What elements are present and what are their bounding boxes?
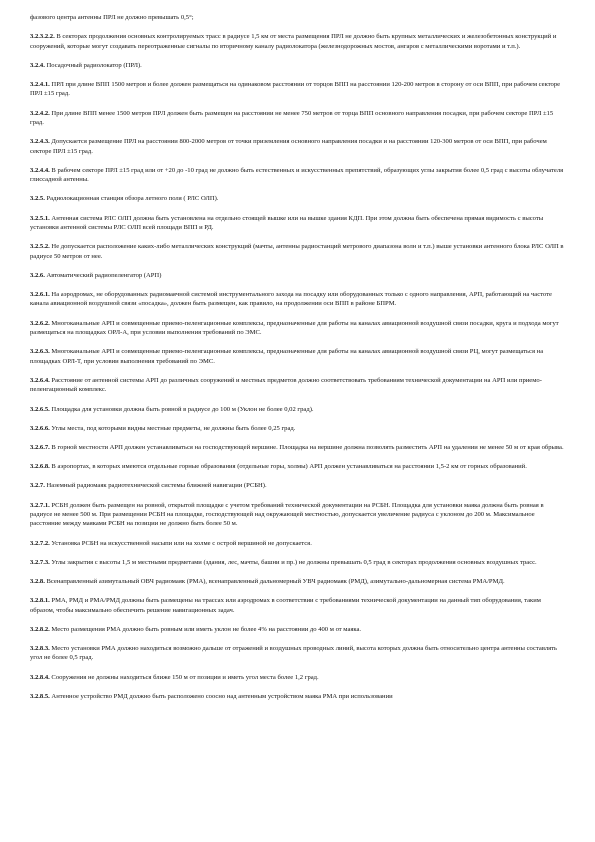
section-number: 3.2.6. <box>30 271 45 279</box>
paragraph-text: В аэропортах, в которых имеются отдельные горные образования (отдельные горы, холмы) АРП должен устанавливаться на расстоянии 1,5-2 км от горных образований. <box>49 463 527 471</box>
paragraph-text: фазового центра антенны ПРЛ не должно превышать 0,5°; <box>30 14 194 21</box>
section-number: 3.2.6.4. <box>30 376 50 384</box>
paragraph-text: ПРЛ при длине ВПП 1500 метров и более должен размещаться на одинаковом расстоянии от торцов ВПП на расстоянии 120-200 метров в сторону от оси ВПП, при рабочем секторе ПРЛ ±15 град. <box>30 81 561 98</box>
section-number: 3.2.8.1. <box>30 597 50 605</box>
section-number: 3.2.6.3. <box>30 348 50 356</box>
paragraph-text: Не допускается расположение каких-либо металлических конструкций (мачты, антенны радиостанций метрового диапазона волн и т.п.) выше установки антенного блока РЛС ОЛП в радиусе 50 метров от нее. <box>30 243 564 260</box>
section-number: 3.2.8.3. <box>30 644 50 652</box>
paragraph <box>30 539 565 548</box>
paragraph <box>30 137 565 156</box>
paragraph <box>30 376 565 395</box>
paragraph <box>30 319 565 338</box>
paragraph-text: Установка РСБН на искусственной насыпи или на холме с острой вершиной не допускается. <box>49 539 312 547</box>
paragraph <box>30 481 565 490</box>
section-number: 3.2.4.2. <box>30 109 50 117</box>
paragraph <box>30 80 565 99</box>
paragraph <box>30 32 565 51</box>
paragraph <box>30 109 565 128</box>
paragraph-text: Антенное устройство РМД должно быть расположено соосно над антенным устройством маяка РМА при использовании <box>49 692 393 700</box>
paragraph-text: В секторах продолжения основных контролируемых трасс в радиусе 1,5 км от места размещения ПРЛ не должно быть крупных металлических и железобетонных конструкций и сооружений, которые могут создавать переотраженные сигналы по вторичному каналу радиолокатора (железнодорожных мостов, ангаров с металлическими воротами и т.п.). <box>30 33 557 50</box>
paragraph-text: Радиолокационная станция обзора летного поля ( РЛС ОЛП). <box>44 195 219 203</box>
paragraph-text: В рабочем секторе ПРЛ ±15 град или от +20 до -10 град не должно быть естественных и искусственных препятствий, образующих углы закрытия более 0,5 град с высоты облучателя глиссадной антенны. <box>30 166 564 184</box>
paragraph-text: При длине ВПП менее 1500 метров ПРЛ должен быть размещен на расстоянии не менее 750 метров от торца ВПП основного направления посадки, при рабочем секторе ПРЛ ±15 град. <box>30 109 554 127</box>
section-number: 3.2.6.7. <box>30 443 50 451</box>
paragraph <box>30 13 565 22</box>
paragraph <box>30 214 565 233</box>
section-number: 3.2.7.1. <box>30 501 50 509</box>
paragraph <box>30 625 565 634</box>
section-number: 3.2.4. <box>30 61 45 69</box>
section-number: 3.2.5. <box>30 195 45 203</box>
paragraph-text: Площадка для установки должна быть ровной в радиусе до 100 м (Уклон не более 0,02 град). <box>49 405 314 413</box>
section-number: 3.2.6.2. <box>30 319 50 327</box>
section-number: 3.2.8.4. <box>30 673 50 681</box>
section-number: 3.2.6.8. <box>30 463 50 471</box>
paragraph <box>30 596 565 615</box>
paragraph <box>30 61 565 70</box>
section-number: 3.2.8.5. <box>30 692 50 700</box>
paragraph <box>30 692 565 701</box>
paragraph <box>30 271 565 280</box>
paragraph-text: На аэродромах, не оборудованных радиомаячной системой инструментального захода на посадку или оборудованных только с одного направления, АРП, работающий на частоте канала авиационной воздушной связи «посадка», должен быть размещен, как правило, на продолжении оси ВПП в районе БПРМ. <box>30 291 552 308</box>
paragraph <box>30 443 565 452</box>
section-number: 3.2.5.2. <box>30 243 50 251</box>
section-number: 3.2.8. <box>30 577 45 585</box>
paragraph <box>30 242 565 261</box>
paragraph-text: Место размещения РМА должно быть ровным или иметь уклон не более 4% на расстоянии до 400 м от маяка. <box>49 625 362 633</box>
paragraph <box>30 577 565 586</box>
section-number: 3.2.6.1. <box>30 291 50 299</box>
paragraph-text: Наземный радиомаяк радиотехнической системы ближней навигации (РСБН). <box>44 482 267 490</box>
section-number: 3.2.6.6. <box>30 424 50 432</box>
paragraph-text: РМА, РМД и РМА/РМД должны быть размещены на трассах или аэродромах в соответствии с требованиями технической документации на данный тип оборудования, таким образом, чтобы максимально обеспечить решение навигационных задач. <box>30 597 541 614</box>
section-number: 3.2.4.3. <box>30 138 50 146</box>
paragraph <box>30 462 565 471</box>
paragraph-text: Углы закрытия с высоты 1,5 м местными предметами (здания, лес, мачты, башни и пр.) не должны превышать 0,5 град в секторах продолжения основных воздушных трасс. <box>49 558 537 566</box>
paragraph-text: Автоматический радиопеленгатор (АРП) <box>44 271 162 279</box>
section-number: 3.2.6.5. <box>30 405 50 413</box>
section-number: 3.2.5.1. <box>30 214 50 222</box>
section-number: 3.2.3.2.2. <box>30 33 55 41</box>
paragraph <box>30 166 565 185</box>
paragraph-text: В горной местности АРП должен устанавливаться на господствующей вершине. Площадка на вершине должна позволять разместить АРП на удалении не менее 50 м от края обрыва. <box>49 443 564 451</box>
paragraph <box>30 194 565 203</box>
section-number: 3.2.7. <box>30 482 45 490</box>
paragraph-text: Допускается размещение ПРЛ на расстоянии 800-2000 метров от точки приземления основного направления посадки и на расстоянии 120-300 метров от оси ВПП, при рабочем секторе ПРЛ ±15 град. <box>30 138 547 155</box>
paragraph <box>30 558 565 567</box>
section-number: 3.2.7.3. <box>30 558 50 566</box>
paragraph-text: Углы места, под которыми видны местные предметы, не должны быть более 0,25 град. <box>49 424 296 432</box>
paragraph <box>30 290 565 309</box>
paragraph-text: Всенаправленный азимутальный ОВЧ радиомаяк (РМА), всенаправленный дальномерный УВЧ радиомаяк (РМД), азимутально-дальномерная система РМА/РМД. <box>44 577 505 585</box>
paragraph-text: Многоканальные АРП и совмещенные приемо-пеленгационные комплексы, предназначенные для работы на каналах авиационной воздушной связи посадки, круга и подхода могут размещаться на площадках ОРЛ-А, при условии выполнения требований по ЭМС. <box>30 319 559 337</box>
paragraph-text: Место установки РМА должно находиться возможно дальше от отражений и воздушных проводных линий, высота которых должна быть относительно центра антенны составлять угол не более 0,5 град. <box>30 644 558 662</box>
section-number: 3.2.8.2. <box>30 625 50 633</box>
section-number: 3.2.7.2. <box>30 539 50 547</box>
paragraph <box>30 644 565 663</box>
paragraph-text: РСБН должен быть размещен на ровной, открытой площадке с учетом требований технической документации на РСБН. Площадка для установки маяка должна быть ровная в радиусе не менее 500 м. При размещении РСБН на площадке, господствующей над окружающей местностью, допускается увеличение радиуса с уклоном до 200 м. Максимальное расстояние между маяками РСБН на позиции не должно быть более 50 м. <box>30 501 544 528</box>
paragraph <box>30 424 565 433</box>
paragraph <box>30 673 565 682</box>
paragraph <box>30 501 565 529</box>
paragraph-text: Многоканальные АРП и совмещенные приемо-пеленгационные комплексы, предназначенные для работы на каналах авиационной воздушной связи РЦ, могут размещаться на площадках ОРЛ-Т, при условии выполнения требований по ЭМС. <box>30 348 544 365</box>
paragraph-text: Сооружения не должны находиться ближе 150 м от позиции и иметь угол места более 1,2 град. <box>49 673 319 681</box>
section-number: 3.2.4.4. <box>30 166 50 174</box>
paragraph-text: Антенная система РЛС ОЛП должна быть установлена на отдельно стоящей вышке или на вышке здания КДП. При этом должна быть обеспечена прямая видимость с высоты установки антенной системы РЛС ОЛП всей площади ВПП и РД. <box>30 214 544 232</box>
section-number: 3.2.4.1. <box>30 81 50 89</box>
paragraph-text: Посадочный радиолокатор (ПРЛ). <box>44 61 142 69</box>
paragraph <box>30 405 565 414</box>
paragraph <box>30 347 565 366</box>
paragraph-text: Расстояние от антенной системы АРП до различных сооружений и местных предметов должно соответствовать требованиям технической документации на АРП или приемо-пеленгационный комплекс. <box>30 376 542 394</box>
